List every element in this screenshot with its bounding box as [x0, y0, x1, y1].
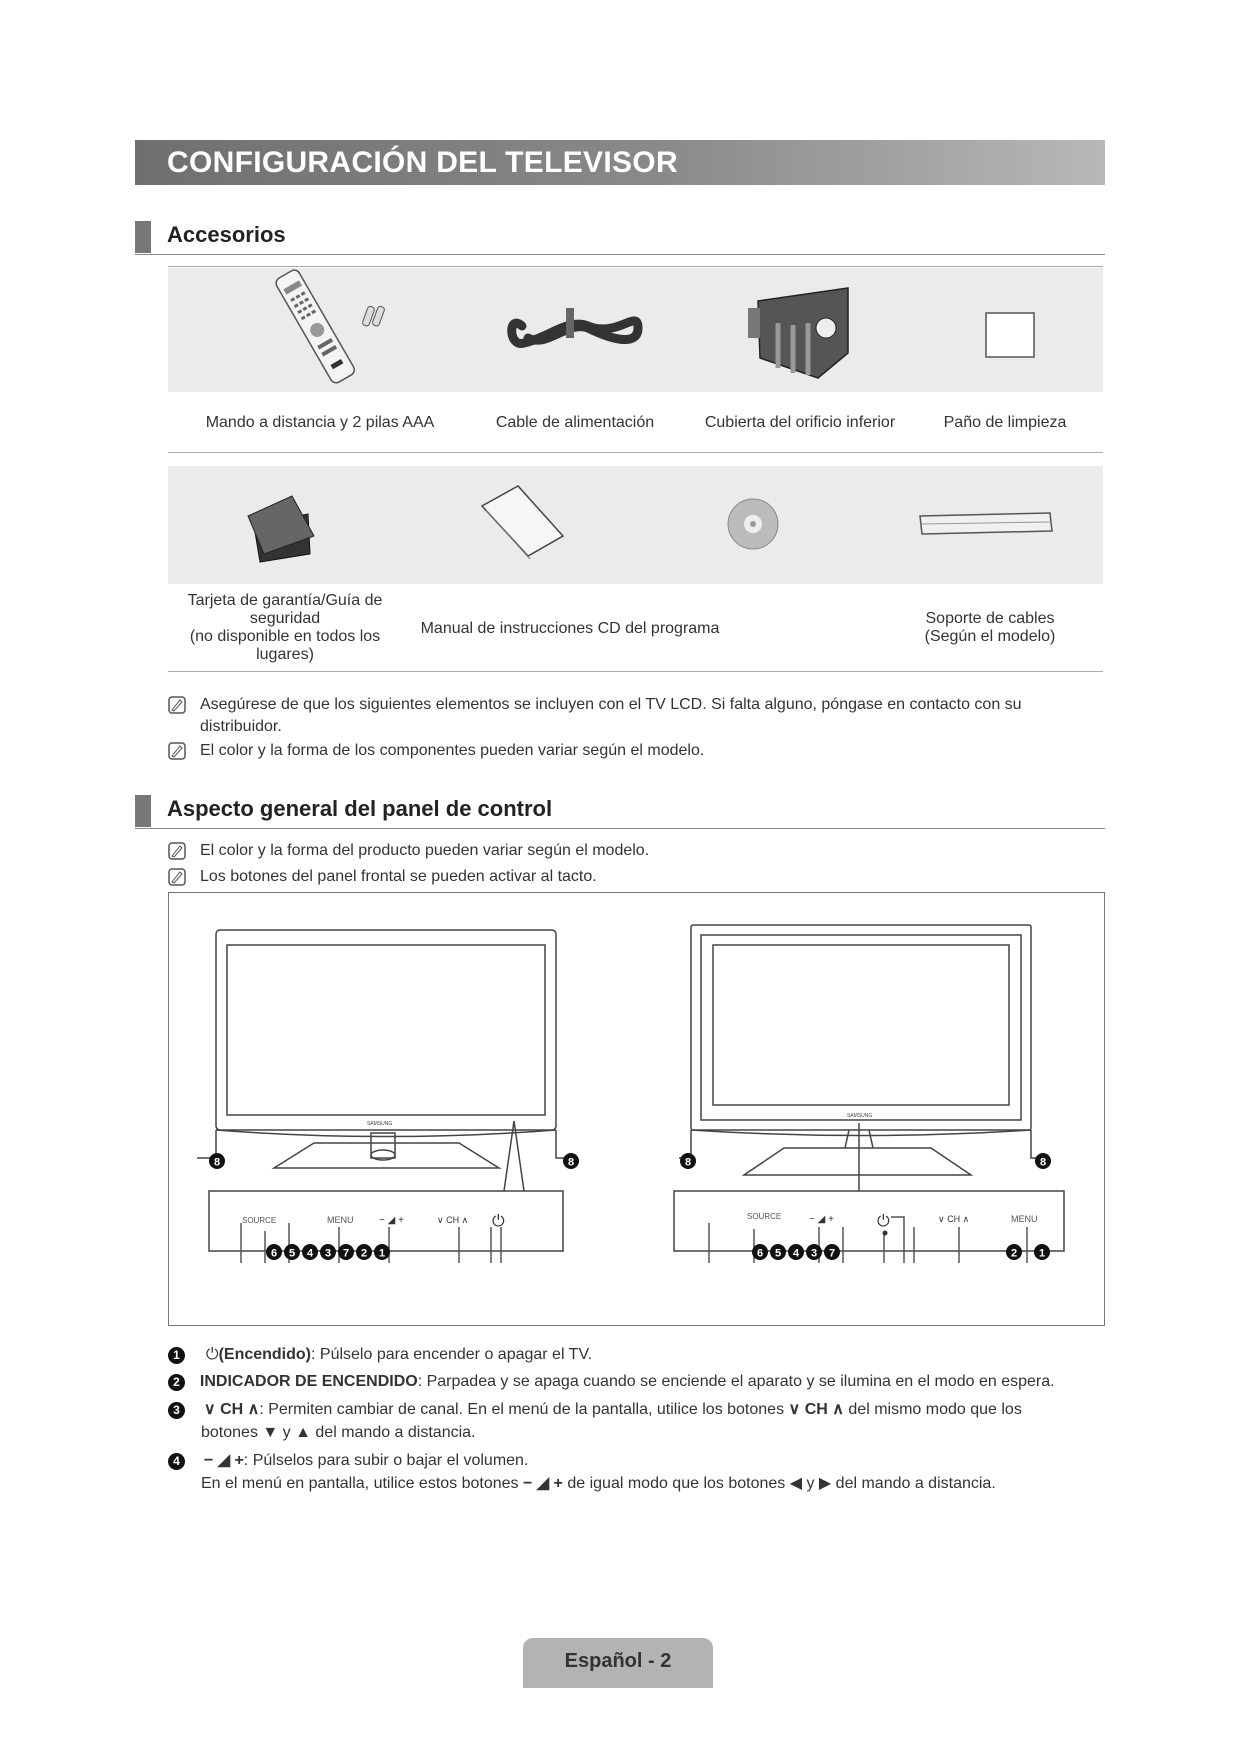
control-panel-diagram [168, 892, 1105, 1326]
item-text: de igual modo que los botones ◀ y ▶ del mando a distancia. [567, 1475, 996, 1492]
caption-line: Tarjeta de garantía/Guía de [187, 592, 383, 609]
menu-label: MENU [327, 1215, 354, 1225]
item-title: (Encendido) [218, 1346, 311, 1363]
tv-right [674, 925, 1064, 1251]
item-text: botones ▼ y ▲ del mando a distancia. [201, 1424, 476, 1441]
callout-number: 2 [1010, 1247, 1018, 1260]
cable-holder-icon [920, 513, 1052, 534]
callout-number: 8 [567, 1156, 575, 1169]
accessory-manual-label: Manual de instrucciones CD del programa [420, 620, 720, 637]
description-item-3 [168, 1398, 1103, 1444]
cleaning-cloth-icon [986, 313, 1034, 357]
accessory-warranty-label [175, 592, 395, 664]
accessories-image-band-2 [168, 466, 1103, 584]
channel-label: ∨ CH ∧ [938, 1214, 970, 1224]
callout-number: 4 [306, 1247, 314, 1260]
accessories-image-band-1 [168, 268, 1103, 392]
item-number: 1 [168, 1347, 185, 1364]
item-number: 2 [168, 1374, 185, 1391]
note-text: Los botones del panel frontal se pueden activar al tacto. [200, 868, 597, 885]
section-accessories [135, 218, 1105, 255]
hole-cover-icon [748, 288, 848, 378]
item-text: : Púlselo para encender o apagar el TV. [311, 1346, 593, 1363]
brand-label: SAMSUNG [847, 1113, 873, 1119]
page-title-bar [135, 140, 1105, 185]
callout-number: 7 [828, 1247, 836, 1260]
callout-number: 3 [810, 1247, 818, 1260]
page-number: Español - 2 [564, 1650, 672, 1672]
callout-number: 5 [774, 1247, 782, 1260]
note-icon [168, 742, 186, 760]
note-text: El color y la forma del producto pueden variar según el modelo. [200, 842, 650, 859]
item-number: 4 [168, 1453, 185, 1470]
item-text: : Permiten cambiar de canal. En el menú de la pantalla, utilice los botones [259, 1401, 785, 1418]
description-item-1 [168, 1343, 1103, 1366]
section-title: Accesorios [167, 222, 286, 247]
caption-line: (Según el modelo) [924, 628, 1056, 645]
source-label: SOURCE [242, 1216, 277, 1225]
accessory-stand-label [890, 610, 1090, 646]
accessory-label: Paño de limpieza [943, 414, 1067, 431]
brand-label: SAMSUNG [367, 1121, 393, 1127]
manual-icon [482, 486, 563, 559]
callout-number: 1 [1038, 1247, 1046, 1260]
cd-icon [728, 499, 778, 549]
accessory-label: Mando a distancia y 2 pilas AAA [205, 414, 435, 431]
callout-number: 2 [360, 1247, 368, 1260]
tv-diagram [169, 893, 1104, 1325]
power-icon: ⏻ [205, 1346, 219, 1363]
callout-number: 3 [324, 1247, 332, 1260]
item-title: − ◢ + [203, 1452, 244, 1469]
callout-number: 6 [270, 1247, 278, 1260]
item-text: del mismo modo que los [848, 1401, 1022, 1418]
divider [168, 452, 1103, 453]
note-icon [168, 696, 186, 714]
callout-number: 6 [756, 1247, 764, 1260]
remote-control-icon [274, 268, 385, 385]
callout-number: 5 [288, 1247, 296, 1260]
description-item-2 [168, 1370, 1103, 1393]
item-text: En el menú en pantalla, utilice estos botones [201, 1475, 519, 1492]
callout-number: 7 [342, 1247, 350, 1260]
item-text: : Púlselos para subir o bajar el volumen. [243, 1452, 529, 1469]
note [168, 694, 1103, 738]
section-control-panel [135, 792, 1105, 829]
page-title: CONFIGURACIÓN DEL TELEVISOR [167, 146, 678, 179]
callout-number: 4 [792, 1247, 800, 1260]
power-cable-icon [512, 308, 638, 343]
source-label: SOURCE [747, 1212, 782, 1221]
warranty-card-icon [248, 496, 314, 562]
menu-label: MENU [1011, 1214, 1038, 1224]
accessories-row2-illustrations [168, 466, 1103, 584]
caption-line: lugares) [256, 646, 314, 663]
item-text: : Parpadea y se apaga cuando se enciende el aparato y se ilumina en el modo en espera. [417, 1373, 1055, 1390]
divider [168, 266, 1103, 267]
right-callouts [680, 1153, 1051, 1260]
note-icon [168, 842, 186, 860]
callout-number: 8 [213, 1156, 221, 1169]
note-text: El color y la forma de los componentes pueden variar según el modelo. [200, 742, 705, 759]
callout-number: 8 [1039, 1156, 1047, 1169]
caption-line: seguridad [249, 610, 321, 627]
section-marker [135, 221, 151, 253]
section-marker [135, 795, 151, 827]
item-title: ∨ CH ∧ [788, 1401, 844, 1418]
item-number: 3 [168, 1402, 185, 1419]
accessories-row1-illustrations [168, 268, 1103, 392]
callout-number: 8 [684, 1156, 692, 1169]
tv-left [197, 930, 571, 1251]
caption-line: Soporte de cables [925, 610, 1055, 627]
note-text: Asegúrese de que los siguientes elementos se incluyen con el TV LCD. Si falta alguno, póngase en contacto con su [200, 696, 1022, 713]
volume-label: − ◢ + [379, 1215, 404, 1226]
caption-line: (no disponible en todos los [189, 628, 381, 645]
description-item-4 [168, 1449, 1103, 1495]
note [168, 740, 1103, 762]
note-icon [168, 868, 186, 886]
note-text: distribuidor. [200, 718, 282, 735]
page-footer [523, 1638, 713, 1688]
section-title: Aspecto general del panel de control [167, 796, 553, 821]
item-title: − ◢ + [523, 1475, 563, 1492]
item-title: INDICADOR DE ENCENDIDO [199, 1373, 418, 1390]
accessory-label: Cable de alimentación [495, 414, 655, 431]
volume-label: − ◢ + [809, 1214, 834, 1225]
divider [168, 671, 1103, 672]
callout-number: 1 [378, 1247, 386, 1260]
channel-label: ∨ CH ∧ [437, 1215, 469, 1225]
power-icon: ⏻ [877, 1213, 890, 1230]
note [168, 840, 1103, 862]
power-icon: ⏻ [492, 1213, 505, 1230]
accessory-label: Cubierta del orificio inferior [704, 414, 896, 431]
item-title: ∨ CH ∧ [203, 1401, 260, 1418]
note [168, 866, 1103, 888]
